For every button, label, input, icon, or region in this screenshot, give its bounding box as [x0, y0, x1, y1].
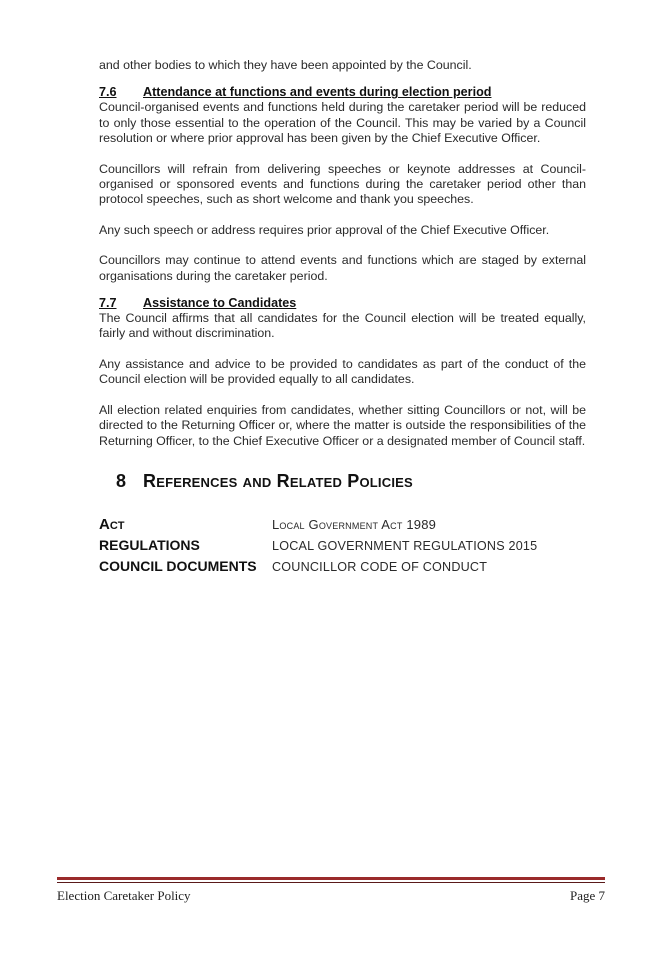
section-8-heading — [116, 471, 586, 492]
footer-document-title: Election Caretaker Policy — [57, 888, 191, 903]
reference-value-act: Local Government Act 1989 — [272, 516, 437, 532]
section-7-7-paragraph-2: Any assistance and advice to be provided to candidates as part of the conduct of the Council election will be provided equally to all candidates. — [99, 356, 586, 387]
footer-rule-thin — [57, 882, 605, 883]
reference-value-council-documents: COUNCILLOR CODE OF CONDUCT — [272, 559, 488, 574]
section-7-6-paragraph-3: Any such speech or address requires prior approval of the Chief Executive Officer. — [99, 222, 550, 237]
page-content — [99, 58, 586, 577]
reference-row-council-documents — [99, 556, 586, 577]
footer-rule — [57, 877, 605, 880]
section-7-7-heading — [99, 296, 586, 311]
reference-label-council-documents: COUNCIL DOCUMENTS — [99, 557, 257, 574]
section-7-7-title: Assistance to Candidates — [143, 296, 297, 311]
section-7-6-number: 7.6 — [99, 85, 117, 100]
section-8-title: References and Related Policies — [143, 470, 413, 491]
reference-label-act: Act — [99, 515, 125, 533]
section-8-number: 8 — [116, 470, 127, 491]
reference-label-regulations: REGULATIONS — [99, 536, 200, 553]
section-7-6-heading — [99, 85, 586, 100]
footer-page-number: Page 7 — [569, 888, 605, 903]
page-footer — [57, 888, 605, 904]
reference-row-act — [99, 515, 586, 535]
intro-line: and other bodies to which they have been appointed by the Council. — [99, 58, 472, 72]
section-7-7-paragraph-3: All election related enquiries from candidates, whether sitting Councillors or not, will be directed to the Returning Officer or, where the matter is outside the responsibilities of the Returning Officer, to the Chief Executive Officer or a designated member of Council staff. — [99, 402, 586, 448]
section-7-6-title: Attendance at functions and events during election period — [143, 85, 492, 100]
reference-row-regulations — [99, 535, 586, 556]
section-7-6-paragraph-2: Councillors will refrain from delivering speeches or keynote addresses at Council-organised or sponsored events and functions during the caretaker period other than protocol speeches, such as short welcome and thank you speeches. — [99, 161, 586, 207]
section-7-6-paragraph-4: Councillors may continue to attend events and functions which are staged by external organisations during the caretaker period. — [99, 253, 586, 283]
section-7-7-number: 7.7 — [99, 296, 117, 311]
section-7-6-paragraph-1: Council-organised events and functions held during the caretaker period will be reduced to only those essential to the operation of the Council. This may be varied by a Council resolution or where prior approval has been given by the Chief Executive Officer. — [99, 100, 586, 146]
references-list — [99, 515, 586, 577]
reference-value-regulations: LOCAL GOVERNMENT REGULATIONS 2015 — [272, 538, 538, 553]
section-7-7-paragraph-1: The Council affirms that all candidates for the Council election will be treated equally, fairly and without discrimination. — [99, 311, 586, 341]
